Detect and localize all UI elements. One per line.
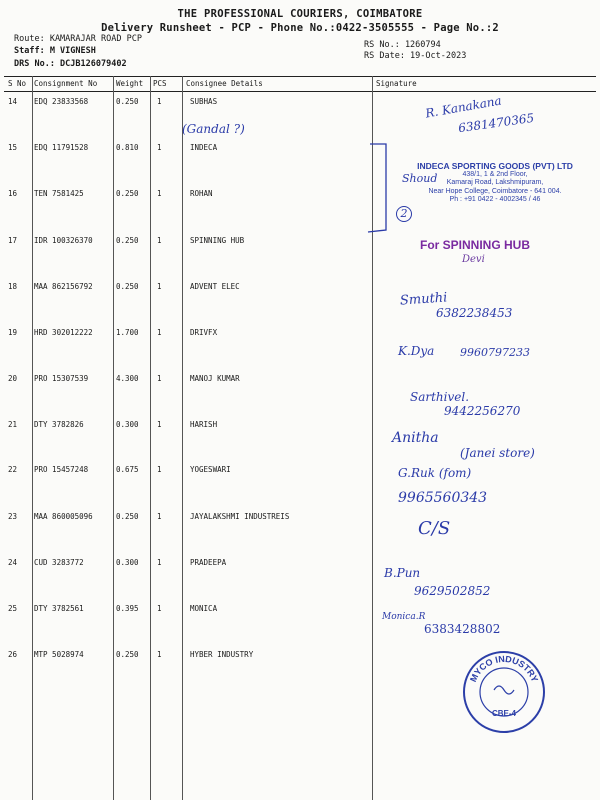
col-sno: S No — [8, 79, 27, 88]
row-consignment-no: DTY 3782826 — [34, 420, 84, 429]
rs-date: RS Date: 19-Oct-2023 — [364, 51, 467, 61]
stamp-phone: Ph : +91 0422 - 4002345 / 46 — [449, 196, 541, 203]
signature-r22-name: G.Ruk (fom) — [398, 466, 472, 480]
row-pcs: 1 — [157, 328, 162, 337]
route-label: Route: KAMARAJAR ROAD PCP — [14, 34, 142, 44]
signature-r14-name: R. Kanakana — [424, 93, 503, 121]
row-sno: 23 — [8, 512, 18, 521]
row-consignee: YOGESWARI — [190, 465, 231, 474]
row-sno: 26 — [8, 650, 18, 659]
row-pcs: 1 — [157, 236, 162, 245]
row-sno: 22 — [8, 465, 18, 474]
indeca-stamp — [395, 162, 595, 205]
stamp-company-name: INDECA SPORTING GOODS (PVT) LTD — [417, 161, 573, 171]
company-title: THE PROFESSIONAL COURIERS, COIMBATORE — [177, 8, 423, 20]
row-weight: 0.250 — [116, 189, 139, 198]
column-divider — [150, 76, 151, 800]
runsheet-subtitle: Delivery Runsheet - PCP - Phone No.:0422-3505555 - Page No.:2 — [101, 22, 499, 34]
signature-r19-phone: 9960797233 — [460, 346, 530, 359]
note-r15: (Gandal ?) — [182, 122, 245, 136]
signature-r18-name: Smuthi — [399, 290, 448, 309]
stamp-address-line: Kamaraj Road, Lakshmipuram, — [446, 179, 544, 186]
row-weight: 0.675 — [116, 465, 139, 474]
column-divider — [113, 76, 114, 800]
row-weight: 0.300 — [116, 420, 139, 429]
row-consignment-no: CUD 3283772 — [34, 558, 84, 567]
stamp-ring-text: MYCO INDUSTRY — [468, 653, 540, 684]
signature-r23-mark: C/S — [418, 518, 451, 539]
row-pcs: 1 — [157, 143, 162, 152]
row-consignee: MONICA — [190, 604, 218, 613]
spinning-hub-stamp: For SPINNING HUB — [420, 238, 531, 252]
signature-r24-phone: 9629502852 — [414, 584, 491, 598]
myco-industry-stamp — [462, 650, 546, 734]
staff-label: Staff: M VIGNESH — [14, 46, 96, 56]
row-pcs: 1 — [157, 282, 162, 291]
row-sno: 17 — [8, 236, 18, 245]
row-consignment-no: DTY 3782561 — [34, 604, 84, 613]
row-sno: 21 — [8, 420, 18, 429]
note-r21: (Janei store) — [460, 446, 535, 460]
row-consignment-no: IDR 100326370 — [34, 236, 93, 245]
signature-r14-phone: 6381470365 — [457, 110, 535, 136]
row-sno: 18 — [8, 282, 18, 291]
stamp-address-line: Near Hope College, Coimbatore - 641 004. — [428, 187, 562, 195]
row-consignee: PRADEEPA — [190, 558, 227, 567]
row-pcs: 1 — [157, 420, 162, 429]
row-consignee: HYBER INDUSTRY — [190, 650, 254, 659]
row-sno: 16 — [8, 189, 18, 198]
row-consignment-no: HRD 302012222 — [34, 328, 93, 337]
column-divider — [372, 76, 373, 800]
row-consignment-no: MTP 5028974 — [34, 650, 84, 659]
signature-r20-phone: 9442256270 — [444, 404, 521, 418]
row-weight: 4.300 — [116, 374, 139, 383]
table-header — [4, 76, 596, 92]
row-consignment-no: EDQ 23833568 — [34, 97, 89, 106]
row-weight: 0.250 — [116, 282, 139, 291]
drs-number: DRS No.: DCJB126079402 — [14, 59, 127, 69]
row-pcs: 1 — [157, 374, 162, 383]
signature-r19-name: K.Dya — [398, 344, 435, 358]
col-consignment: Consignment No — [34, 79, 98, 88]
circled-number: 2 — [396, 206, 412, 222]
signature-r21-name: Anitha — [392, 430, 439, 446]
row-pcs: 1 — [157, 189, 162, 198]
rs-number: RS No.: 1260794 — [364, 40, 441, 50]
signature-r20-name: Sarthivel. — [410, 390, 470, 404]
row-consignee: SPINNING HUB — [190, 236, 245, 245]
row-consignment-no: PRO 15457248 — [34, 465, 89, 474]
row-weight: 0.810 — [116, 143, 139, 152]
row-consignee: MANOJ KUMAR — [190, 374, 240, 383]
col-consignee: Consignee Details — [186, 79, 263, 88]
stamp-city: CBE-4 — [491, 709, 517, 718]
signature-r16-initials: Shoud — [402, 172, 438, 185]
row-consignee: SUBHAS — [190, 97, 218, 106]
row-weight: 0.250 — [116, 97, 139, 106]
row-pcs: 1 — [157, 604, 162, 613]
row-weight: 0.250 — [116, 236, 139, 245]
row-pcs: 1 — [157, 465, 162, 474]
row-consignee: HARISH — [190, 420, 218, 429]
row-consignment-no: TEN 7581425 — [34, 189, 84, 198]
signature-r17: Devi — [462, 254, 485, 265]
row-sno: 15 — [8, 143, 18, 152]
signature-r22-phone: 9965560343 — [398, 490, 488, 506]
stamp-ring — [462, 650, 546, 734]
row-weight: 0.250 — [116, 650, 139, 659]
row-pcs: 1 — [157, 97, 162, 106]
row-pcs: 1 — [157, 650, 162, 659]
row-consignment-no: MAA 862156792 — [34, 282, 93, 291]
row-consignment-no: MAA 860005096 — [34, 512, 93, 521]
row-consignee: ROHAN — [190, 189, 213, 198]
row-consignee: DRIVFX — [190, 328, 218, 337]
row-sno: 14 — [8, 97, 18, 106]
column-divider — [32, 76, 33, 800]
column-divider — [182, 76, 183, 800]
row-consignment-no: PRO 15307539 — [34, 374, 89, 383]
stamp-address-line: 438/1, 1 & 2nd Floor, — [462, 170, 528, 178]
row-consignment-no: EDQ 11791528 — [34, 143, 89, 152]
row-weight: 1.700 — [116, 328, 139, 337]
row-pcs: 1 — [157, 558, 162, 567]
row-consignee: JAYALAKSHMI INDUSTREIS — [190, 512, 290, 521]
row-consignee: INDECA — [190, 143, 218, 152]
row-sno: 20 — [8, 374, 18, 383]
row-sno: 25 — [8, 604, 18, 613]
row-pcs: 1 — [157, 512, 162, 521]
row-weight: 0.250 — [116, 512, 139, 521]
signature-r18-phone: 6382238453 — [436, 306, 513, 320]
row-consignee: ADVENT ELEC — [190, 282, 240, 291]
signature-r24-name: B.Pun — [384, 566, 421, 580]
row-sno: 19 — [8, 328, 18, 337]
row-weight: 0.395 — [116, 604, 139, 613]
signature-r25-name: Monica.R — [382, 612, 426, 622]
signature-r25-phone: 6383428802 — [424, 622, 501, 636]
row-sno: 24 — [8, 558, 18, 567]
col-weight: Weight — [116, 79, 144, 88]
row-weight: 0.300 — [116, 558, 139, 567]
col-signature: Signature — [376, 79, 417, 88]
col-pcs: PCS — [153, 79, 167, 88]
